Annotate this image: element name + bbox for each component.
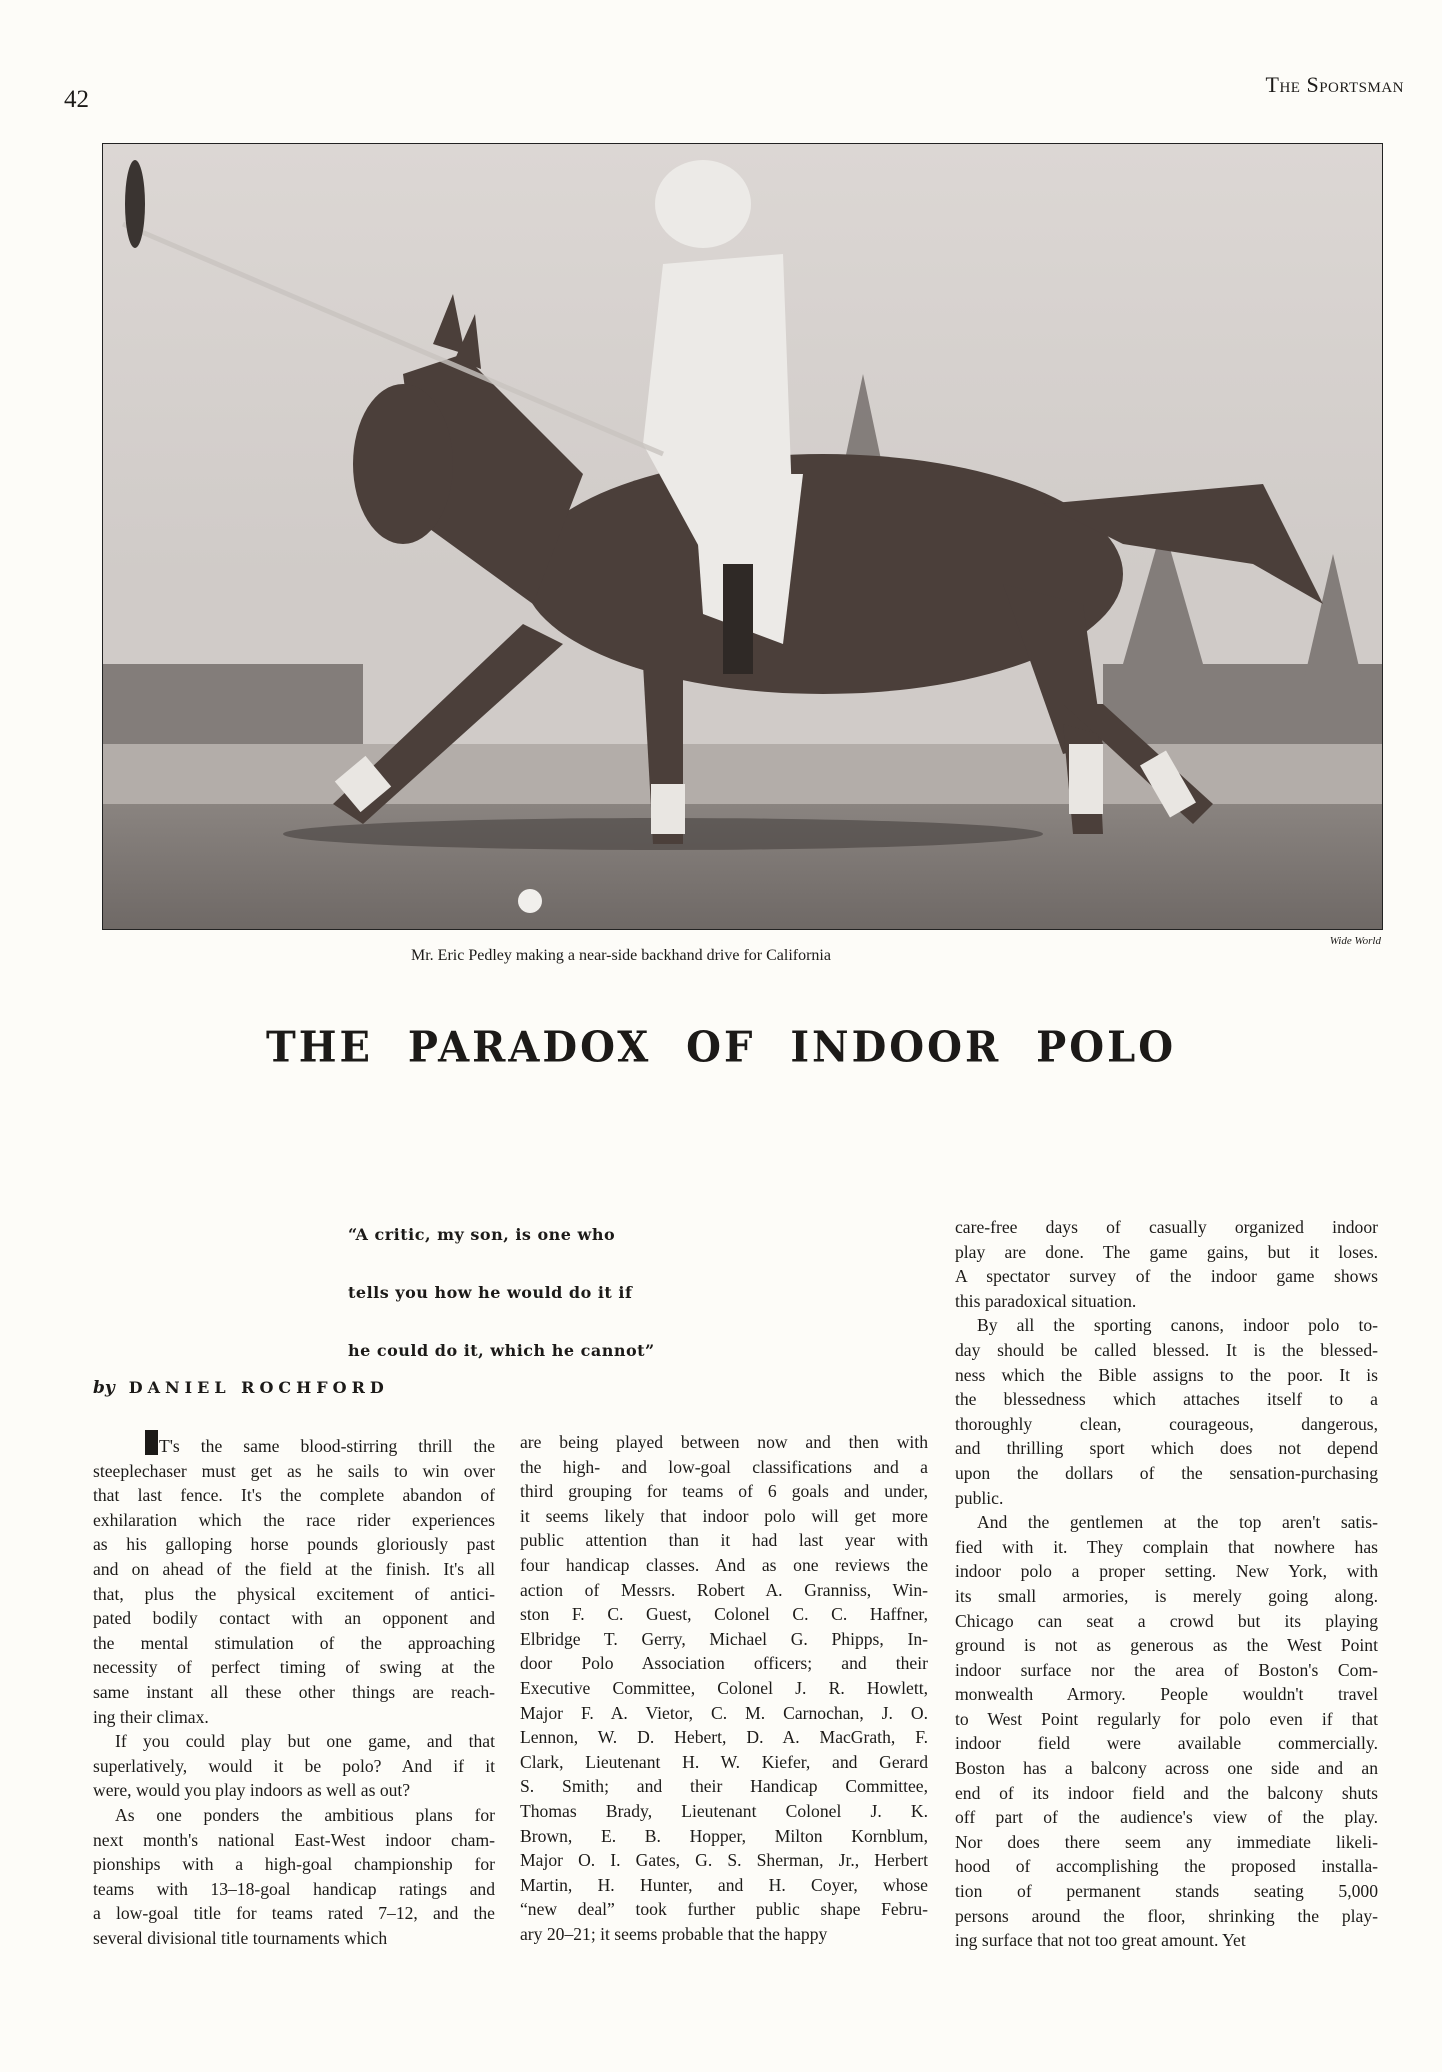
article-column-2 xyxy=(520,1430,928,1946)
epigraph-line: he could do it, which he cannot” xyxy=(348,1341,655,1360)
text-line: Executive Committee, Colonel J. R. Howlett, xyxy=(520,1677,928,1698)
text-line: next month's national East-West indoor cham- xyxy=(93,1829,495,1850)
text-line: Boston has a balcony across one side and an xyxy=(955,1758,1378,1779)
page-number: 42 xyxy=(64,86,89,113)
epigraph xyxy=(348,1206,668,1380)
text-line: necessity of perfect timing of swing at the xyxy=(93,1657,495,1678)
text-line: Major O. I. Gates, G. S. Sherman, Jr., Herbert xyxy=(520,1850,928,1871)
text-line: this paradoxical situation. xyxy=(955,1290,1137,1311)
text-line: superlatively, would it be polo? And if it xyxy=(93,1755,495,1776)
text-line: pated bodily contact with an opponent and xyxy=(93,1608,495,1629)
byline xyxy=(93,1378,389,1398)
text-line: end of its indoor field and the balcony shuts xyxy=(955,1782,1378,1803)
paragraph xyxy=(955,1215,1378,1313)
text-line: Thomas Brady, Lieutenant Colonel J. K. xyxy=(520,1800,928,1821)
text-line: ary 20–21; it seems probable that the happy xyxy=(520,1923,828,1944)
text-line: care-free days of casually organized indoor xyxy=(955,1217,1378,1237)
byline-author: DANIEL ROCHFORD xyxy=(128,1378,389,1397)
text-line: that last fence. It's the complete abandon of xyxy=(93,1485,495,1506)
text-line: the high- and low-goal classifications and a xyxy=(520,1456,928,1477)
text-line: four handicap classes. And as one reviews the xyxy=(520,1554,928,1575)
text-line: Nor does there seem any immediate likeli- xyxy=(955,1831,1378,1852)
text-line: off part of the audience's view of the play. xyxy=(955,1807,1378,1828)
text-line: T's the same blood-stirring thrill the xyxy=(93,1430,495,1459)
text-line: ston F. C. Guest, Colonel C. C. Haffner, xyxy=(520,1604,928,1625)
text-line: public. xyxy=(955,1487,1004,1508)
text-line: upon the dollars of the sensation-purchasing xyxy=(955,1462,1378,1483)
epigraph-line: “A critic, my son, is one who xyxy=(348,1225,616,1244)
paragraph xyxy=(520,1430,928,1946)
text-line: ness which the Bible assigns to the poor. It is xyxy=(955,1364,1378,1385)
text-line: as his galloping horse pounds gloriously past xyxy=(93,1534,495,1555)
article-column-3 xyxy=(955,1215,1378,1953)
text-line: indoor surface nor the area of Boston's Com- xyxy=(955,1659,1378,1680)
text-line: Lennon, W. D. Hebert, D. A. MacGrath, F. xyxy=(520,1727,928,1748)
text-line: If you could play but one game, and that xyxy=(115,1731,495,1752)
text-line: thoroughly clean, courageous, dangerous, xyxy=(955,1413,1378,1434)
text-line: public attention than it had last year with xyxy=(520,1530,928,1551)
text-line: And the gentlemen at the top aren't satis- xyxy=(977,1512,1378,1533)
text-line: a low-goal title for teams rated 7–12, and the xyxy=(93,1903,495,1924)
text-line: monwealth Armory. People wouldn't travel xyxy=(955,1684,1378,1705)
text-line: Martin, H. Hunter, and H. Coyer, whose xyxy=(520,1874,928,1895)
article-title: THE PARADOX OF INDOOR POLO xyxy=(265,1022,1177,1073)
paragraph xyxy=(955,1313,1378,1510)
text-line: teams with 13–18-goal handicap ratings and xyxy=(93,1878,495,1899)
text-line: persons around the floor, shrinking the play- xyxy=(955,1905,1378,1926)
photo-caption xyxy=(0,947,1442,965)
text-line: play are done. The game gains, but it loses. xyxy=(955,1241,1378,1262)
text-line: indoor field were available commercially. xyxy=(955,1733,1378,1754)
text-line: As one ponders the ambitious plans for xyxy=(115,1804,495,1825)
text-line: Chicago can seat a crowd but its playing xyxy=(955,1610,1378,1631)
text-line: to West Point regularly for polo even if that xyxy=(955,1708,1378,1729)
text-line: same instant all these other things are reach- xyxy=(93,1681,495,1702)
text-line: By all the sporting canons, indoor polo to- xyxy=(977,1315,1378,1336)
text-line: were, would you play indoors as well as out? xyxy=(93,1780,411,1801)
text-line: the mental stimulation of the approaching xyxy=(93,1632,495,1653)
text-line: ing surface that not too great amount. Yet xyxy=(955,1930,1246,1951)
text-line: Elbridge T. Gerry, Michael G. Phipps, In- xyxy=(520,1628,928,1649)
text-line: ing their climax. xyxy=(93,1706,209,1727)
epigraph-line: tells you how he would do it if xyxy=(348,1283,633,1302)
text-line: action of Messrs. Robert A. Granniss, Win- xyxy=(520,1579,928,1600)
polo-photo xyxy=(102,143,1383,930)
drop-cap xyxy=(145,1430,158,1455)
text-line: Brown, E. B. Hopper, Milton Kornblum, xyxy=(520,1825,928,1846)
text-line: tion of permanent stands seating 5,000 xyxy=(955,1881,1378,1902)
text-line: its small armories, is merely going along. xyxy=(955,1585,1378,1606)
photo-caption-text: Mr. Eric Pedley making a near-side backhand drive for California xyxy=(411,947,831,964)
text-line: Major F. A. Vietor, C. M. Carnochan, J. O. xyxy=(520,1702,928,1723)
paragraph xyxy=(93,1729,495,1803)
text-line: day should be called blessed. It is the blessed- xyxy=(955,1339,1378,1360)
text-line: are being played between now and then with xyxy=(520,1432,928,1452)
text-line: exhilaration which the race rider experiences xyxy=(93,1509,495,1530)
text-line: and thrilling sport which does not depend xyxy=(955,1438,1378,1459)
text-line: fied with it. They complain that nowhere has xyxy=(955,1536,1378,1557)
text-line: A spectator survey of the indoor game shows xyxy=(955,1266,1378,1287)
text-line: pionships with a high-goal championship for xyxy=(93,1854,495,1875)
photo-credit: Wide World xyxy=(1329,935,1381,947)
text-line: hood of accomplishing the proposed installa- xyxy=(955,1856,1378,1877)
text-line: the blessedness which attaches itself to a xyxy=(955,1389,1378,1410)
text-line: Clark, Lieutenant H. W. Kiefer, and Gerard xyxy=(520,1751,928,1772)
text-line: ground is not as generous as the West Point xyxy=(955,1635,1378,1656)
text-line: that, plus the physical excitement of antici- xyxy=(93,1583,495,1604)
running-head: The Sportsman xyxy=(1265,72,1404,97)
text-line: door Polo Association officers; and their xyxy=(520,1653,928,1674)
paragraph xyxy=(93,1803,495,1951)
text-line: steeplechaser must get as he sails to win over xyxy=(93,1460,495,1481)
article-column-1 xyxy=(93,1430,495,1950)
byline-by: by xyxy=(93,1378,115,1398)
paragraph xyxy=(955,1510,1378,1953)
text-line: and on ahead of the field at the finish. It's all xyxy=(93,1558,495,1579)
text-line: several divisional title tournaments which xyxy=(93,1927,388,1948)
paragraph xyxy=(93,1430,495,1729)
text-line: third grouping for teams of 6 goals and under, xyxy=(520,1481,928,1502)
text-line: it seems likely that indoor polo will get more xyxy=(520,1505,928,1526)
text-line: indoor polo a proper setting. New York, with xyxy=(955,1561,1378,1582)
text-line: S. Smith; and their Handicap Committee, xyxy=(520,1776,928,1797)
polo-player-image xyxy=(103,144,1382,929)
text-line: “new deal” took further public shape Febru- xyxy=(520,1899,928,1920)
